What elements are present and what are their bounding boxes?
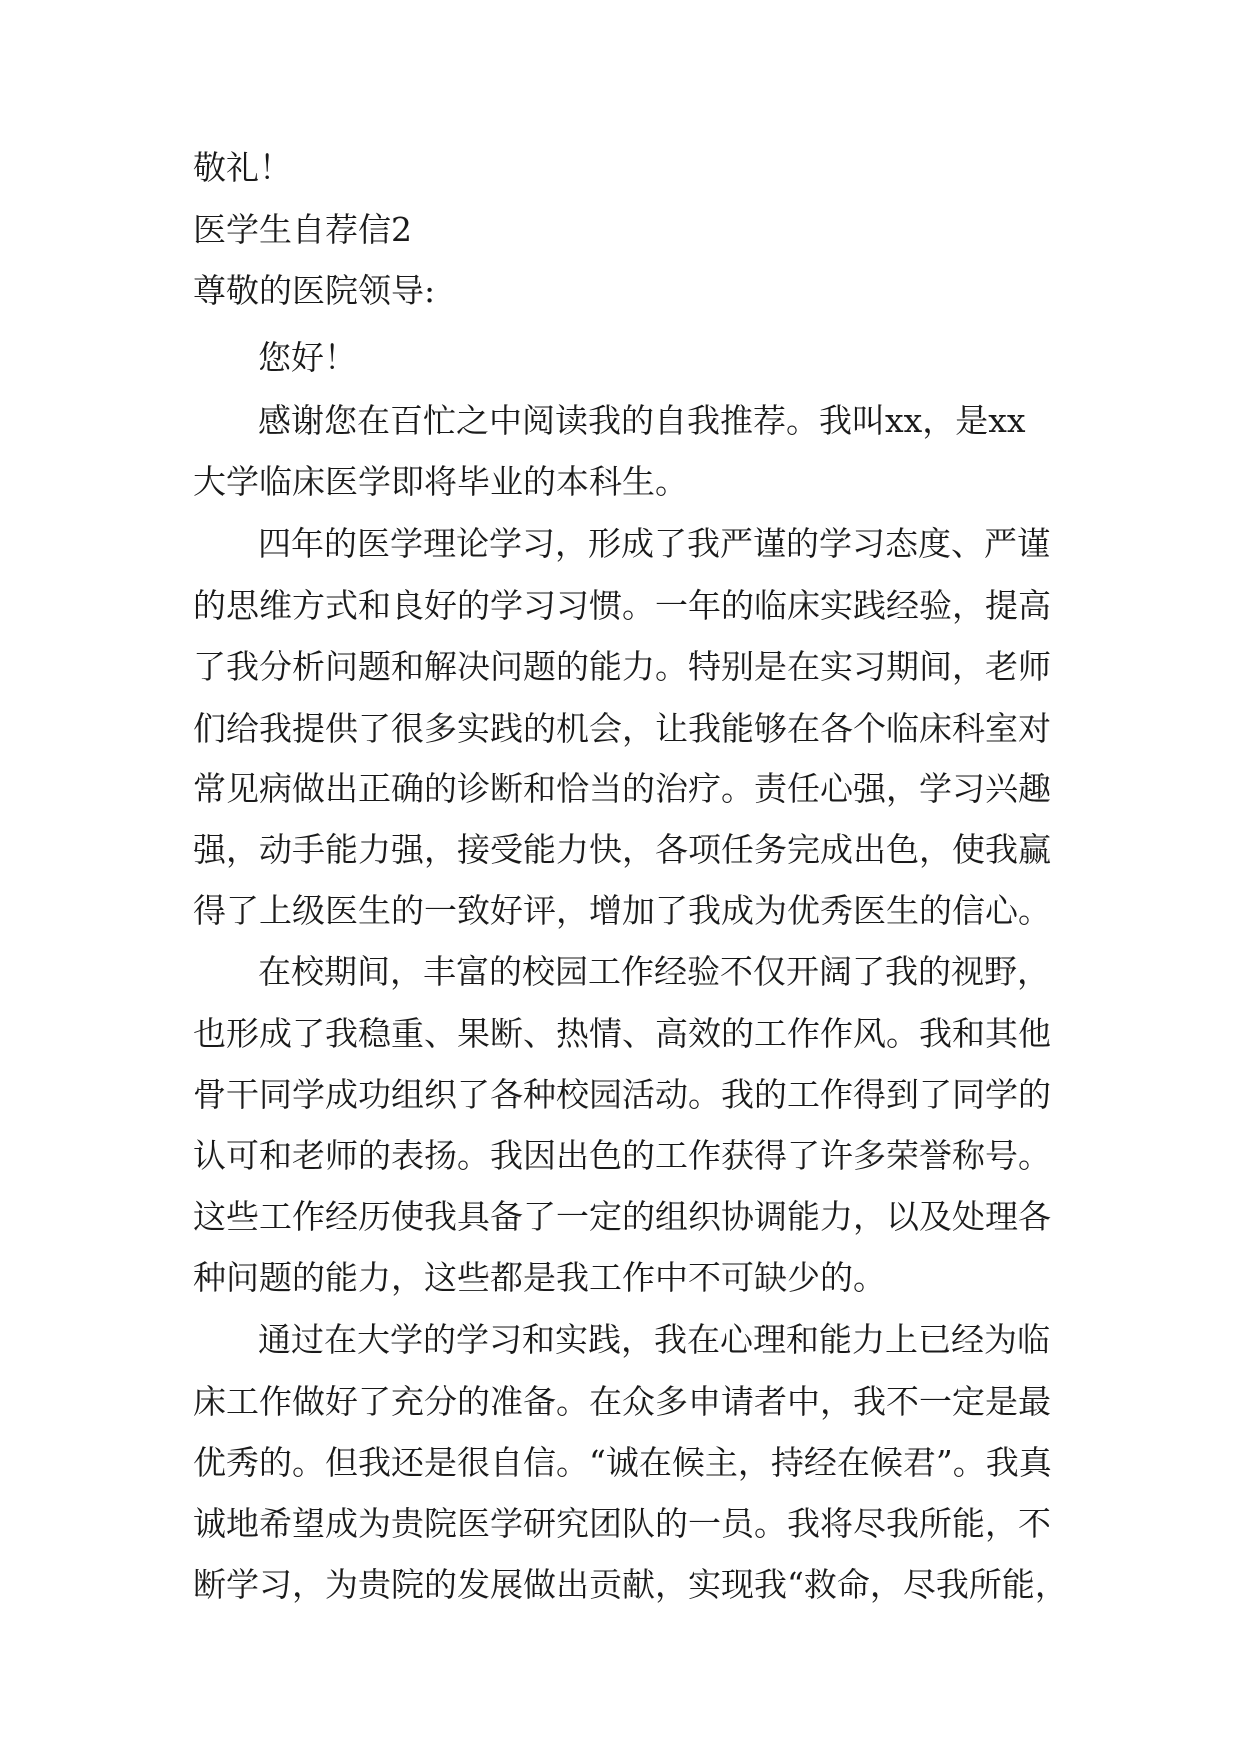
body-line: 认可和老师的表扬。我因出色的工作获得了许多荣誉称号。 — [193, 1136, 1051, 1175]
closing-line: 敬礼！ — [193, 148, 292, 187]
body-line: 床工作做好了充分的准备。在众多申请者中，我不一定是最 — [193, 1382, 1051, 1421]
body-line: 了我分析问题和解决问题的能力。特别是在实习期间，老师 — [193, 647, 1051, 686]
body-line: 也形成了我稳重、果断、热情、高效的工作作风。我和其他 — [193, 1014, 1051, 1053]
letter-heading: 医学生自荐信2 — [193, 210, 412, 249]
body-line: 们给我提供了很多实践的机会，让我能够在各个临床科室对 — [193, 709, 1051, 748]
body-line: 得了上级医生的一致好评，增加了我成为优秀医生的信心。 — [193, 891, 1051, 930]
body-line: 种问题的能力，这些都是我工作中不可缺少的。 — [193, 1258, 886, 1297]
body-line: 断学习，为贵院的发展做出贡献，实现我“救命，尽我所能， — [193, 1565, 1068, 1604]
body-line: 强，动手能力强，接受能力快，各项任务完成出色，使我赢 — [193, 830, 1051, 869]
body-line: 通过在大学的学习和实践，我在心理和能力上已经为临 — [258, 1320, 1050, 1359]
body-line: 这些工作经历使我具备了一定的组织协调能力，以及处理各 — [193, 1197, 1051, 1236]
body-line: 骨干同学成功组织了各种校园活动。我的工作得到了同学的 — [193, 1075, 1051, 1114]
body-line: 您好！ — [258, 338, 357, 377]
body-line: 的思维方式和良好的学习习惯。一年的临床实践经验，提高 — [193, 586, 1051, 625]
body-line: 感谢您在百忙之中阅读我的自我推荐。我叫xx，是xx — [258, 401, 1026, 440]
salutation-line: 尊敬的医院领导: — [193, 271, 436, 310]
body-line: 诚地希望成为贵院医学研究团队的一员。我将尽我所能，不 — [193, 1504, 1051, 1543]
body-line: 常见病做出正确的诊断和恰当的治疗。责任心强，学习兴趣 — [193, 769, 1051, 808]
body-line: 四年的医学理论学习，形成了我严谨的学习态度、严谨 — [258, 524, 1050, 563]
body-line: 大学临床医学即将毕业的本科生。 — [193, 462, 688, 501]
body-line: 优秀的。但我还是很自信。“诚在候主，持经在候君”。我真 — [193, 1443, 1052, 1482]
body-line: 在校期间，丰富的校园工作经验不仅开阔了我的视野， — [258, 952, 1050, 991]
